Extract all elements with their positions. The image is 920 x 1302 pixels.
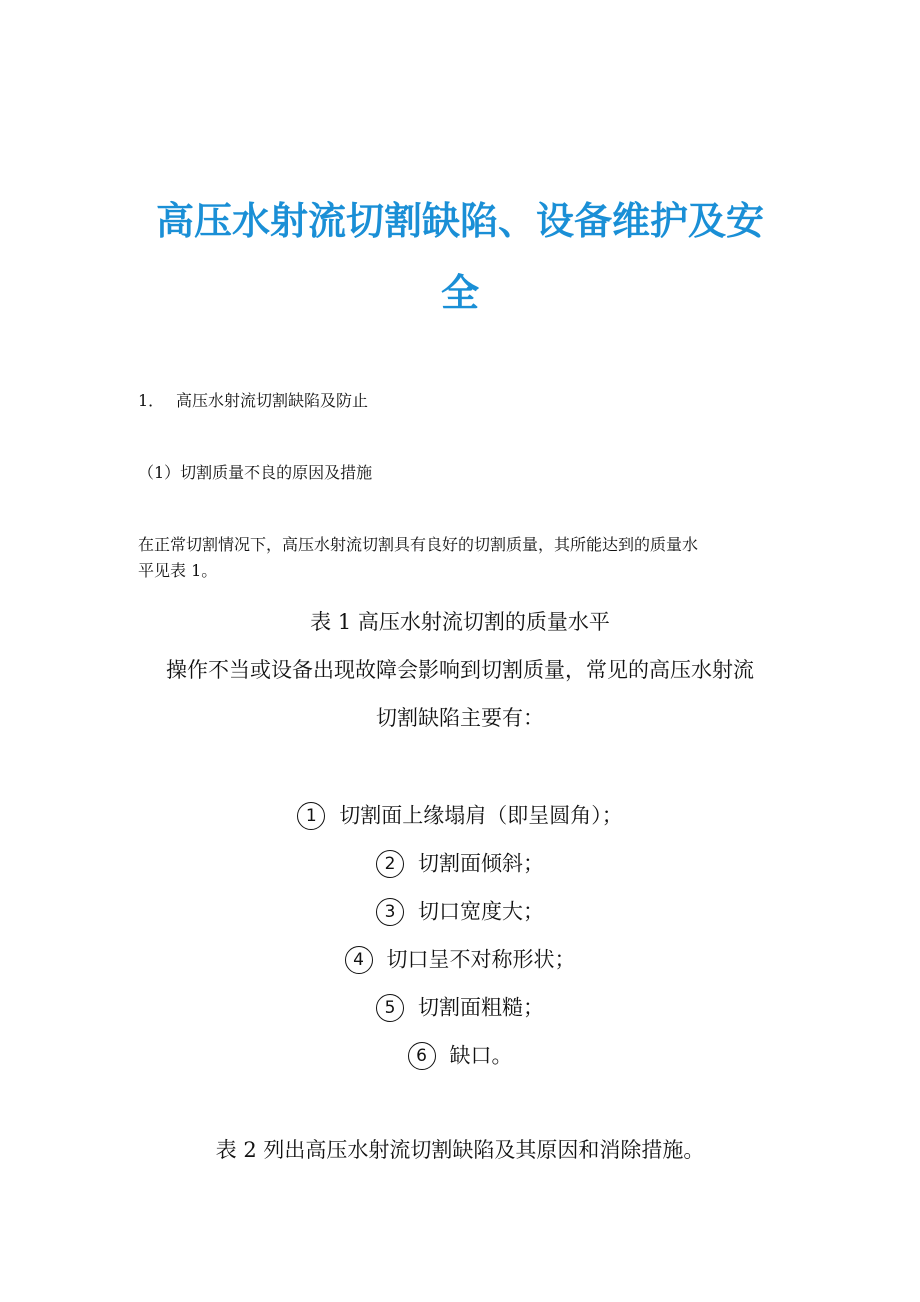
circled-number-4: 4: [345, 946, 373, 974]
defect-list-item: [100, 898, 820, 926]
defect-list-item: [100, 802, 820, 830]
document-title-line-2: 全: [440, 271, 479, 315]
defect-list-item: [100, 1042, 820, 1070]
paragraph-line-1: 在正常切割情况下，高压水射流切割具有良好的切割质量，其所能达到的质量水: [138, 535, 699, 554]
subsection-heading: （1）切割质量不良的原因及措施: [138, 463, 373, 482]
defect-text: 切割面倾斜；: [418, 851, 544, 876]
defect-text: 切口呈不对称形状；: [386, 947, 576, 972]
section-number: 1．: [138, 391, 165, 410]
defect-list-item: [100, 850, 820, 878]
paragraph-line-2: 平见表 1。: [138, 561, 218, 580]
table-2-note: 表 2 列出高压水射流切割缺陷及其原因和消除措施。: [215, 1138, 705, 1162]
section-heading: 高压水射流切割缺陷及防止: [176, 391, 369, 410]
defect-text: 缺口。: [449, 1043, 513, 1068]
document-title-line-1: 高压水射流切割缺陷、设备维护及安: [155, 199, 764, 243]
circled-number-3: 3: [376, 898, 404, 926]
defect-list-item: [100, 946, 820, 974]
intro-line-1: 操作不当或设备出现故障会影响到切割质量，常见的高压水射流: [166, 658, 754, 682]
circled-number-6: 6: [408, 1042, 436, 1070]
circled-number-2: 2: [376, 850, 404, 878]
table-1-caption: 表 1 高压水射流切割的质量水平: [310, 610, 610, 634]
defect-text: 切割面粗糙；: [418, 995, 544, 1020]
defect-text: 切割面上缘塌肩（即呈圆角）；: [339, 803, 623, 828]
intro-line-2: 切割缺陷主要有：: [376, 706, 544, 730]
defect-text: 切口宽度大；: [418, 899, 544, 924]
circled-number-5: 5: [376, 994, 404, 1022]
circled-number-1: 1: [297, 802, 325, 830]
defect-list-item: [100, 994, 820, 1022]
